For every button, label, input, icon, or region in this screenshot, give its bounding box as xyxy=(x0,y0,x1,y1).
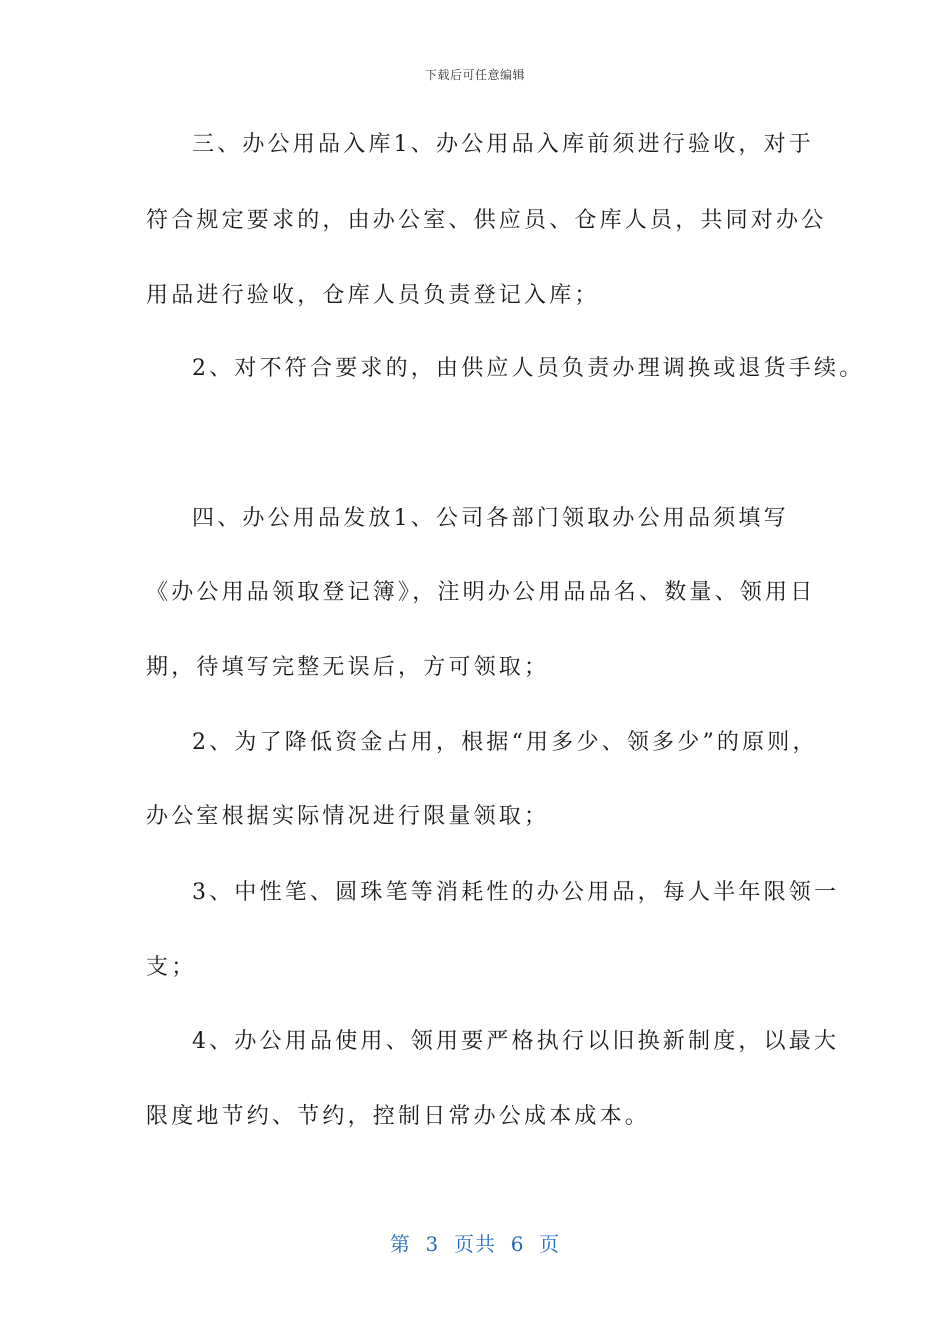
paragraph-line: 3、中性笔、圆珠笔等消耗性的办公用品，每人半年限领一 xyxy=(192,880,840,905)
paragraph-line: 用品进行验收，仓库人员负责登记入库； xyxy=(146,283,600,308)
paragraph-line: 三、办公用品入库1、办公用品入库前须进行验收，对于 xyxy=(192,132,814,157)
paragraph-line: 办公室根据实际情况进行限量领取； xyxy=(146,804,550,829)
paragraph-line: 期，待填写完整无误后，方可领取； xyxy=(146,655,550,680)
paragraph-line: 四、办公用品发放1、公司各部门领取办公用品须填写 xyxy=(192,506,789,531)
paragraph-line: 限度地节约、节约，控制日常办公成本成本。 xyxy=(146,1104,651,1129)
page-number-footer: 第 3 页共 6 页 xyxy=(389,1232,561,1256)
paragraph-line: 4、办公用品使用、领用要严格执行以旧换新制度，以最大 xyxy=(192,1029,840,1054)
paragraph-line: 2、为了降低资金占用，根据“用多少、领多少”的原则， xyxy=(192,730,818,755)
paragraph-line: 支； xyxy=(146,955,197,980)
paragraph-line: 《办公用品领取登记簿》，注明办公用品品名、数量、领用日 xyxy=(146,580,816,605)
paragraph-line: 2、对不符合要求的，由供应人员负责办理调换或退货手续。 xyxy=(192,356,865,381)
page-header: 下载后可任意编辑 xyxy=(424,68,525,82)
paragraph-line: 符合规定要求的，由办公室、供应员、仓库人员，共同对办公 xyxy=(146,208,827,233)
